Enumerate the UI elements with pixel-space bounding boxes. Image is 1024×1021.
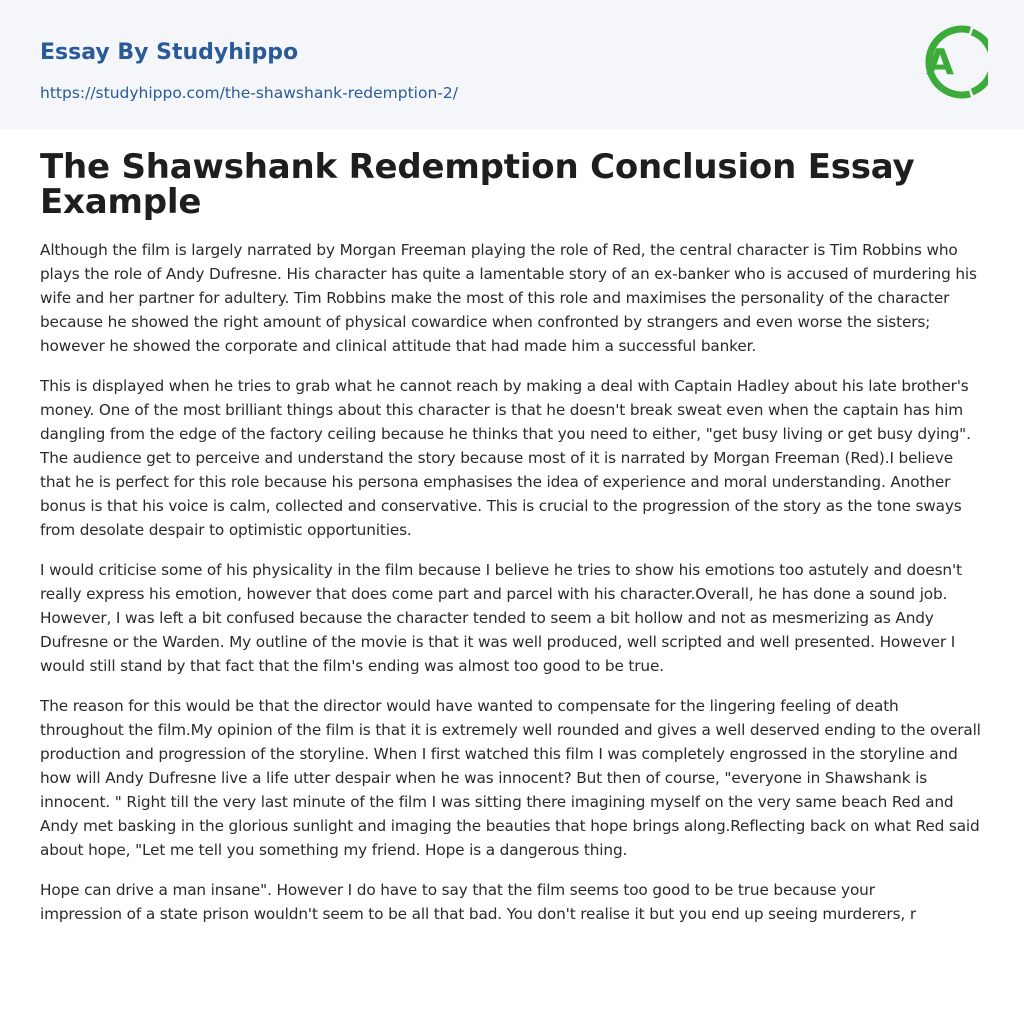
logo-letter: A [926,42,954,83]
article-paragraph: Although the film is largely narrated by Morgan Freeman playing the role of Red, the central character is Tim Robbins who plays the role of Andy Dufresne. His character has quite a lamentable story of an ex-banker who is accused of murdering his wife and her partner for adultery. Tim Robbins make the most of this role and maximises the personality of the character because he showed the right amount of physical cowardice when confronted by strangers and even worse the sisters; however he showed the corporate and clinical attitude that had made him a successful banker. [40,241,977,355]
truncated-line: impression of a state prison wouldn't seem to be all that bad. You don't realise it but you end up seeing murderers, r [40,905,916,923]
article-paragraph: This is displayed when he tries to grab what he cannot reach by making a deal with Captain Hadley about his late brother's money. One of the most brilliant things about this character is that he doesn't break sweat even when the captain has him dangling from the edge of the factory ceiling because he thinks that you need to either, "get busy living or get busy dying". The audience get to perceive and understand the story because most of it is narrated by Morgan Freeman (Red).I believe that he is perfect for this role because his persona emphasises the idea of experience and moral understanding. Another bonus is that his voice is calm, collected and conservative. This is crucial to the progression of the story as the tone sways from desolate despair to optimistic opportunities. [40,377,971,539]
source-url-link[interactable]: https://studyhippo.com/the-shawshank-redemption-2/ [40,84,458,102]
page-title: The Shawshank Redemption Conclusion Essay Example [40,147,915,222]
article-paragraph: I would criticise some of his physicality in the film because I believe he tries to show his emotions too astutely and doesn't really express his emotion, however that does come part and parcel with his character.Overall, he has done a sound job. However, I was left a bit confused because the character tended to seem a bit hollow and not as mesmerizing as Andy Dufresne or the Warden. My outline of the movie is that it was well produced, well scripted and well presented. However I would still stand by that fact that the film's ending was almost too good to be true. [40,561,962,675]
site-brand-title[interactable]: Essay By Studyhippo [40,40,299,65]
studyhippo-logo-icon[interactable] [912,18,988,106]
article-paragraph-truncated [40,878,984,926]
truncated-line: Hope can drive a man insane". However I do have to say that the film seems too good to be true because your [40,881,875,899]
article-body [40,147,984,942]
article-paragraph: The reason for this would be that the director would have wanted to compensate for the lingering feeling of death throughout the film.My opinion of the film is that it is extremely well rounded and gives a well deserved ending to the overall production and progression of the storyline. When I first watched this film I was completely engrossed in the storyline and how will Andy Dufresne live a life utter despair when he was innocent? But then of course, "everyone in Shawshank is innocent. " Right till the very last minute of the film I was sitting there imagining myself on the very same beach Red and Andy met basking in the glorious sunlight and imaging the beauties that hope brings along.Reflecting back on what Red said about hope, "Let me tell you something my friend. Hope is a dangerous thing. [40,697,981,859]
site-header [0,0,1024,129]
